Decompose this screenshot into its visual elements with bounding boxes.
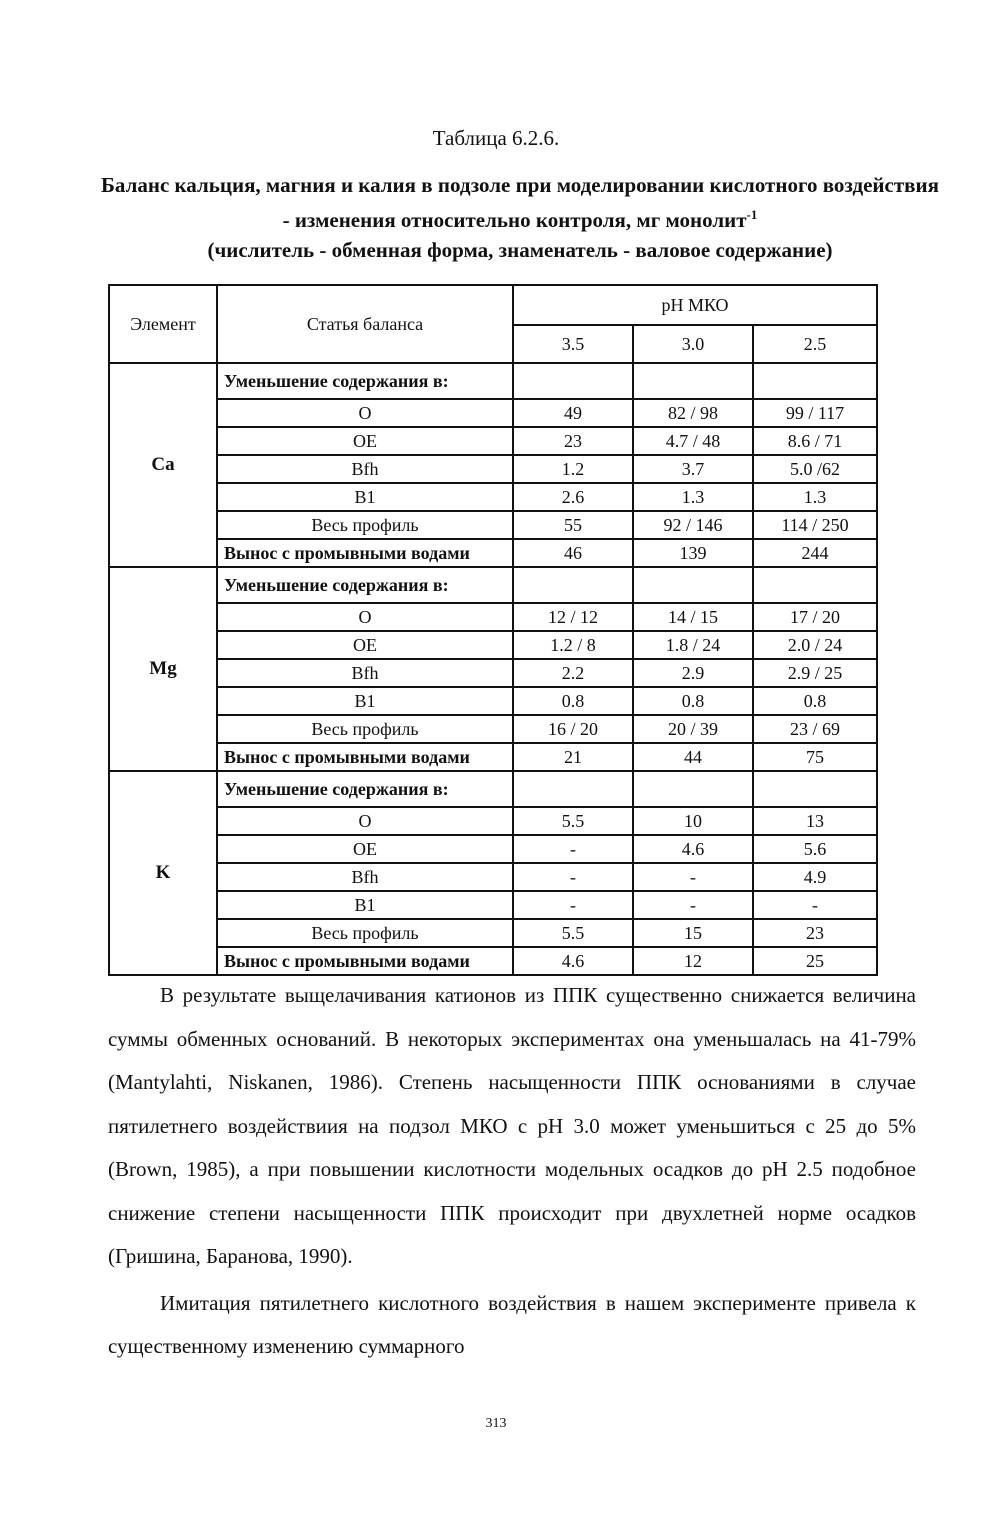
value-cell: 25 [753,947,877,975]
value-cell: 2.6 [513,483,633,511]
value-cell: 0.8 [753,687,877,715]
table-row [109,511,877,539]
value-cell: 55 [513,511,633,539]
balance-item-label: OE [217,631,513,659]
value-cell: 5.6 [753,835,877,863]
value-cell: 1.2 [513,455,633,483]
table-row [109,483,877,511]
balance-item-label: Bfh [217,863,513,891]
value-cell: 1.3 [753,483,877,511]
value-cell: 4.9 [753,863,877,891]
body-text [108,974,916,1369]
value-cell: - [513,835,633,863]
table-row [109,891,877,919]
value-cell [633,771,753,807]
value-cell: 20 / 39 [633,715,753,743]
table-row [109,539,877,567]
caption-title-superscript: -1 [746,207,758,222]
value-cell: 2.9 / 25 [753,659,877,687]
table-row [109,659,877,687]
header-ph-value: 3.5 [513,325,633,363]
value-cell: 99 / 117 [753,399,877,427]
balance-item-label: Уменьшение содержания в: [217,771,513,807]
paragraph: Имитация пятилетнего кислотного воздействия в нашем эксперименте привела к существенному изменению суммарного [108,1290,916,1358]
page-number: 313 [485,1416,507,1431]
value-cell: 15 [633,919,753,947]
header-ph-value: 3.0 [633,325,753,363]
value-cell: 1.2 / 8 [513,631,633,659]
value-cell: - [633,891,753,919]
balance-item-label: O [217,603,513,631]
balance-item-label: Bfh [217,659,513,687]
balance-item-label: OE [217,427,513,455]
value-cell: 4.7 / 48 [633,427,753,455]
value-cell: 2.0 / 24 [753,631,877,659]
table-row [109,603,877,631]
balance-item-label: Уменьшение содержания в: [217,363,513,399]
balance-item-label: B1 [217,687,513,715]
balance-item-label: Весь профиль [217,511,513,539]
value-cell: - [753,891,877,919]
value-cell [513,771,633,807]
balance-item-label: OE [217,835,513,863]
value-cell [753,567,877,603]
value-cell: 82 / 98 [633,399,753,427]
balance-item-label: Вынос с промывными водами [217,947,513,975]
value-cell: 4.6 [513,947,633,975]
header-ph-value: 2.5 [753,325,877,363]
balance-table [108,284,878,976]
table-row [109,567,877,603]
table-row [109,687,877,715]
balance-item-label: B1 [217,891,513,919]
table-row [109,743,877,771]
value-cell: 49 [513,399,633,427]
value-cell: 5.0 /62 [753,455,877,483]
value-cell: 12 [633,947,753,975]
value-cell: 17 / 20 [753,603,877,631]
value-cell: 21 [513,743,633,771]
table-header-row [109,285,877,325]
value-cell [753,771,877,807]
value-cell: 244 [753,539,877,567]
value-cell: 0.8 [633,687,753,715]
balance-item-label: Вынос с промывными водами [217,743,513,771]
value-cell: - [513,891,633,919]
value-cell: 23 [513,427,633,455]
balance-item-label: Уменьшение содержания в: [217,567,513,603]
value-cell: 1.3 [633,483,753,511]
value-cell [753,363,877,399]
table-row [109,771,877,807]
value-cell: 114 / 250 [753,511,877,539]
table-row [109,363,877,399]
value-cell [513,363,633,399]
value-cell [633,567,753,603]
value-cell: 92 / 146 [633,511,753,539]
element-cell: Ca [109,363,217,567]
table-row [109,631,877,659]
table-row [109,455,877,483]
paragraph: В результате выщелачивания катионов из ППК существенно снижается величина суммы обменных оснований. В некоторых экспериментах она уменьшалась на 41-79% (Mantylahti, Niskanen, 1986). Степень насыщенности ППК основаниями в случае пятилетнего воздействиия на подзол МКО с pH 3.0 может уменьшиться с 25 до 5% (Brown, 1985), а при повышении кислотности модельных осадков до pH 2.5 подобное снижение степени насыщенности ППК происходит при двухлетней норме осадков (Гришина, Баранова, 1990). [108,983,916,1268]
table-caption-number: Таблица 6.2.6. [432,126,560,150]
value-cell: 8.6 / 71 [753,427,877,455]
value-cell: 44 [633,743,753,771]
table-caption-title [100,170,940,265]
value-cell: 13 [753,807,877,835]
value-cell [633,363,753,399]
value-cell: 23 / 69 [753,715,877,743]
table-row [109,427,877,455]
balance-item-label: Весь профиль [217,919,513,947]
balance-item-label: Bfh [217,455,513,483]
header-ph: pH МКО [513,285,877,325]
value-cell: 5.5 [513,807,633,835]
value-cell: 16 / 20 [513,715,633,743]
value-cell: 139 [633,539,753,567]
value-cell [513,567,633,603]
table-row [109,399,877,427]
table-row [109,715,877,743]
table-row [109,947,877,975]
balance-item-label: B1 [217,483,513,511]
value-cell: 5.5 [513,919,633,947]
value-cell: 46 [513,539,633,567]
balance-item-label: Вынос с промывными водами [217,539,513,567]
value-cell: 12 / 12 [513,603,633,631]
value-cell: 2.9 [633,659,753,687]
element-cell: K [109,771,217,975]
element-cell: Mg [109,567,217,771]
table-row [109,835,877,863]
header-item: Статья баланса [217,285,513,363]
balance-item-label: O [217,399,513,427]
table-row [109,919,877,947]
value-cell: 4.6 [633,835,753,863]
value-cell: - [633,863,753,891]
table-row [109,863,877,891]
value-cell: 2.2 [513,659,633,687]
value-cell: 23 [753,919,877,947]
caption-title-part2: (числитель - обменная форма, знаменатель - валовое содержание) [207,238,833,262]
balance-item-label: Весь профиль [217,715,513,743]
value-cell: 3.7 [633,455,753,483]
value-cell: 1.8 / 24 [633,631,753,659]
value-cell: 75 [753,743,877,771]
caption-title-part1: Баланс кальция, магния и калия в подзоле при моделировании кислотного воздействия - изменения относительно контроля, мг монолит [101,173,939,232]
value-cell: 0.8 [513,687,633,715]
header-element: Элемент [109,285,217,363]
balance-item-label: O [217,807,513,835]
value-cell: - [513,863,633,891]
table-row [109,807,877,835]
value-cell: 10 [633,807,753,835]
value-cell: 14 / 15 [633,603,753,631]
